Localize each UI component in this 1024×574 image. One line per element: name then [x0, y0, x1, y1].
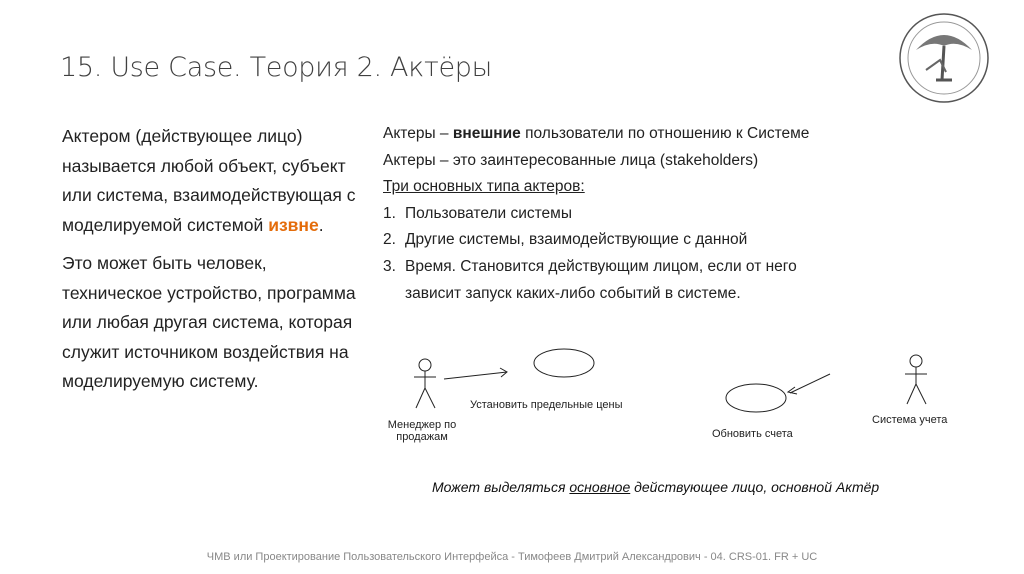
t: пользователи по отношению к Системе [520, 125, 810, 142]
accent-word: извне [268, 214, 319, 235]
use-case-label: Установить предельные цены [470, 399, 623, 411]
underlined-word: основное [569, 479, 631, 495]
actor-figure-icon [414, 359, 436, 408]
association-arrow [444, 372, 507, 379]
actor-label: Система учета [872, 414, 948, 426]
caption [432, 479, 879, 495]
definition-paragraph: Актером (действующее лицо) называется любой объект, субъект или система, взаимодействующая с моделируемой системой [62, 126, 356, 235]
use-case-ellipse [726, 384, 786, 412]
bold-word: внешние [452, 125, 521, 142]
footer: ЧМВ или Проектирование Пользовательского Интерфейса - Тимофеев Дмитрий Александрович - 04. CRS-01. FR + UC [206, 551, 818, 563]
use-case-label: Обновить счета [712, 428, 793, 440]
list-text: Другие системы, взаимодействующие с данной [405, 231, 748, 249]
examples-paragraph: Это может быть человек, техническое устройство, программа или любая другая система, которая служит источником воздействия на моделируемую систему. [62, 253, 356, 391]
list-text: Время. Становится действующим лицом, если от него [405, 257, 797, 275]
list-text: Пользователи системы [405, 204, 572, 222]
actor-label: Менеджер по продажам [387, 419, 457, 443]
list-number: 2. [383, 231, 396, 249]
actor-figure-icon [905, 355, 927, 404]
types-heading: Три основных типа актеров: [383, 178, 585, 196]
association-arrow [790, 374, 830, 393]
t: Может выделяться [432, 479, 570, 495]
line-stakeholders: Актеры – это заинтересованные лица (stakeholders) [383, 151, 759, 169]
list-number: 1. [383, 204, 396, 222]
list-item-continuation: зависит запуск каких-либо событий в системе. [405, 284, 741, 302]
period: . [318, 214, 324, 235]
t: Актеры – [383, 125, 453, 142]
list-number: 3. [383, 257, 396, 275]
slide-title: 15. Use Case. Теория 2. Актёры [60, 52, 492, 83]
t: действующее лицо, основной Актёр [630, 479, 880, 495]
use-case-ellipse [534, 349, 594, 377]
